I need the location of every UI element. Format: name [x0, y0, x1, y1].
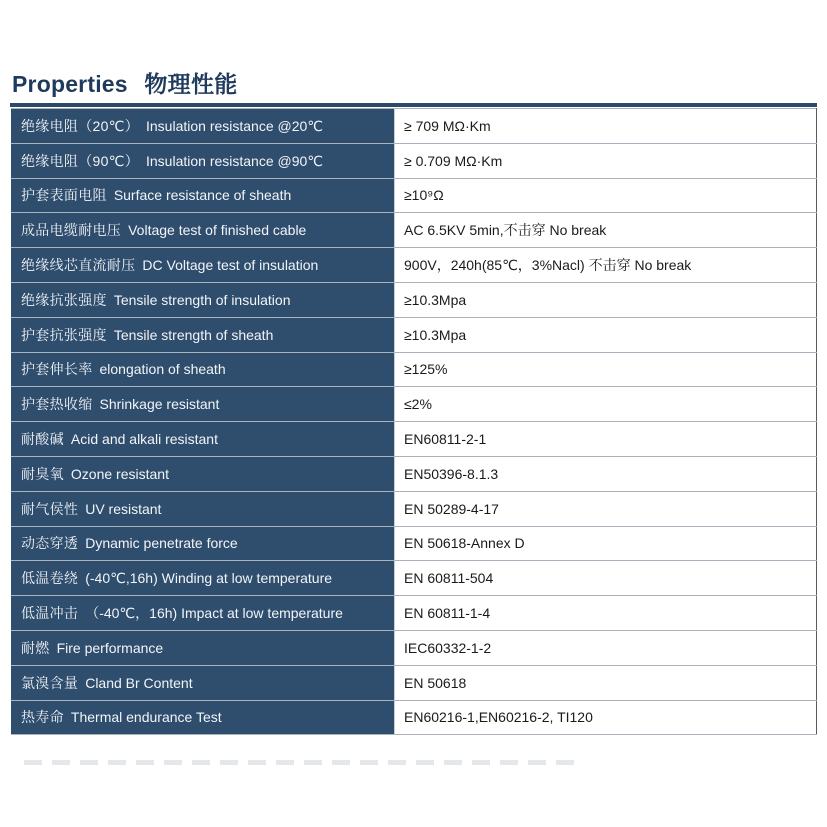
property-name-chinese: 动态穿透	[21, 535, 79, 552]
table-row	[12, 526, 817, 561]
property-name-english: Voltage test of finished cable	[128, 222, 307, 239]
title-divider	[10, 103, 817, 107]
table-row	[12, 456, 817, 491]
property-name-cell	[12, 456, 395, 491]
property-value-cell: EN60811-2-1	[395, 422, 817, 457]
property-value-cell: ≥ 709 MΩ·Km	[395, 109, 817, 144]
table-row	[12, 213, 817, 248]
property-name-cell	[12, 700, 395, 735]
property-name-cell	[12, 630, 395, 665]
property-name-english: Thermal endurance Test	[70, 709, 222, 726]
property-name-cell	[12, 596, 395, 631]
property-name-chinese: 护套抗张强度	[21, 326, 107, 343]
property-name-english: Dynamic penetrate force	[85, 535, 238, 552]
property-value-cell: ≥ 0.709 MΩ·Km	[395, 143, 817, 178]
property-name-cell	[12, 352, 395, 387]
property-name-english: Fire performance	[56, 639, 164, 656]
property-value-cell: EN 50618	[395, 665, 817, 700]
property-name-chinese: 绝缘电阻（20℃）	[21, 117, 139, 134]
properties-table-body	[12, 109, 817, 735]
table-row	[12, 282, 817, 317]
properties-table	[11, 108, 817, 735]
property-name-english: Tensile strength of sheath	[113, 326, 274, 343]
property-name-chinese: 耐臭氧	[21, 465, 64, 482]
property-value-cell: EN 60811-504	[395, 561, 817, 596]
property-name-cell	[12, 282, 395, 317]
property-value-cell: EN 50289-4-17	[395, 491, 817, 526]
property-value-cell: EN 50618-Annex D	[395, 526, 817, 561]
table-row	[12, 596, 817, 631]
property-name-chinese: 护套表面电阻	[21, 187, 107, 204]
property-name-english: Ozone resistant	[70, 465, 169, 482]
property-value-cell: ≥10.3Mpa	[395, 282, 817, 317]
property-name-chinese: 氯溴含量	[21, 674, 79, 691]
title-english: Properties	[12, 71, 128, 97]
page-title	[12, 66, 238, 99]
property-name-cell	[12, 213, 395, 248]
property-name-chinese: 成品电缆耐电压	[21, 222, 122, 239]
table-row	[12, 387, 817, 422]
property-name-chinese: 低温卷绕	[21, 570, 79, 587]
property-name-chinese: 绝缘电阻（90℃）	[21, 152, 139, 169]
property-value-cell: ≤2%	[395, 387, 817, 422]
property-name-chinese: 低温冲击	[21, 605, 79, 622]
property-name-chinese: 护套伸长率	[21, 361, 93, 378]
table-row	[12, 491, 817, 526]
property-name-cell	[12, 422, 395, 457]
property-value-cell: EN50396-8.1.3	[395, 456, 817, 491]
property-name-english: （-40℃，16h) Impact at low temperature	[85, 605, 343, 622]
property-value-cell: IEC60332-1-2	[395, 630, 817, 665]
property-name-cell	[12, 526, 395, 561]
property-name-chinese: 护套热收缩	[21, 396, 93, 413]
property-name-english: Surface resistance of sheath	[113, 187, 292, 204]
property-name-english: Cland Br Content	[85, 674, 193, 691]
property-name-english: (-40℃,16h) Winding at low temperature	[85, 570, 333, 587]
cropped-footnote-text	[24, 760, 584, 765]
property-name-english: Acid and alkali resistant	[70, 431, 218, 448]
property-name-chinese: 绝缘线芯直流耐压	[21, 257, 136, 274]
table-row	[12, 143, 817, 178]
property-name-english: elongation of sheath	[99, 361, 226, 378]
table-row	[12, 422, 817, 457]
property-value-cell: 900V，240h(85℃，3%Nacl) 不击穿 No break	[395, 248, 817, 283]
table-row	[12, 665, 817, 700]
property-name-chinese: 绝缘抗张强度	[21, 291, 107, 308]
table-row	[12, 317, 817, 352]
property-name-english: DC Voltage test of insulation	[142, 257, 319, 274]
property-name-english: Shrinkage resistant	[99, 396, 220, 413]
table-row	[12, 700, 817, 735]
table-row	[12, 248, 817, 283]
property-name-cell	[12, 143, 395, 178]
property-name-cell	[12, 109, 395, 144]
property-name-english: Insulation resistance @20℃	[146, 117, 324, 134]
table-row	[12, 561, 817, 596]
property-name-chinese: 耐酸碱	[21, 431, 64, 448]
property-name-english: Tensile strength of insulation	[113, 291, 291, 308]
title-chinese: 物理性能	[144, 71, 238, 97]
table-row	[12, 630, 817, 665]
property-name-english: UV resistant	[85, 500, 162, 517]
property-value-cell: AC 6.5KV 5min,不击穿 No break	[395, 213, 817, 248]
property-value-cell: ≥10.3Mpa	[395, 317, 817, 352]
property-name-chinese: 热寿命	[21, 709, 64, 726]
property-name-cell	[12, 665, 395, 700]
property-name-cell	[12, 387, 395, 422]
property-value-cell: ≥125%	[395, 352, 817, 387]
property-name-chinese: 耐气侯性	[21, 500, 79, 517]
property-value-cell: EN60216-1,EN60216-2, TI120	[395, 700, 817, 735]
property-name-english: Insulation resistance @90℃	[146, 152, 324, 169]
table-row	[12, 178, 817, 213]
property-name-cell	[12, 491, 395, 526]
property-value-cell: EN 60811-1-4	[395, 596, 817, 631]
property-name-cell	[12, 178, 395, 213]
property-name-cell	[12, 561, 395, 596]
table-row	[12, 109, 817, 144]
property-name-cell	[12, 248, 395, 283]
table-row	[12, 352, 817, 387]
property-name-chinese: 耐燃	[21, 639, 50, 656]
property-name-cell	[12, 317, 395, 352]
property-value-cell: ≥10⁹Ω	[395, 178, 817, 213]
